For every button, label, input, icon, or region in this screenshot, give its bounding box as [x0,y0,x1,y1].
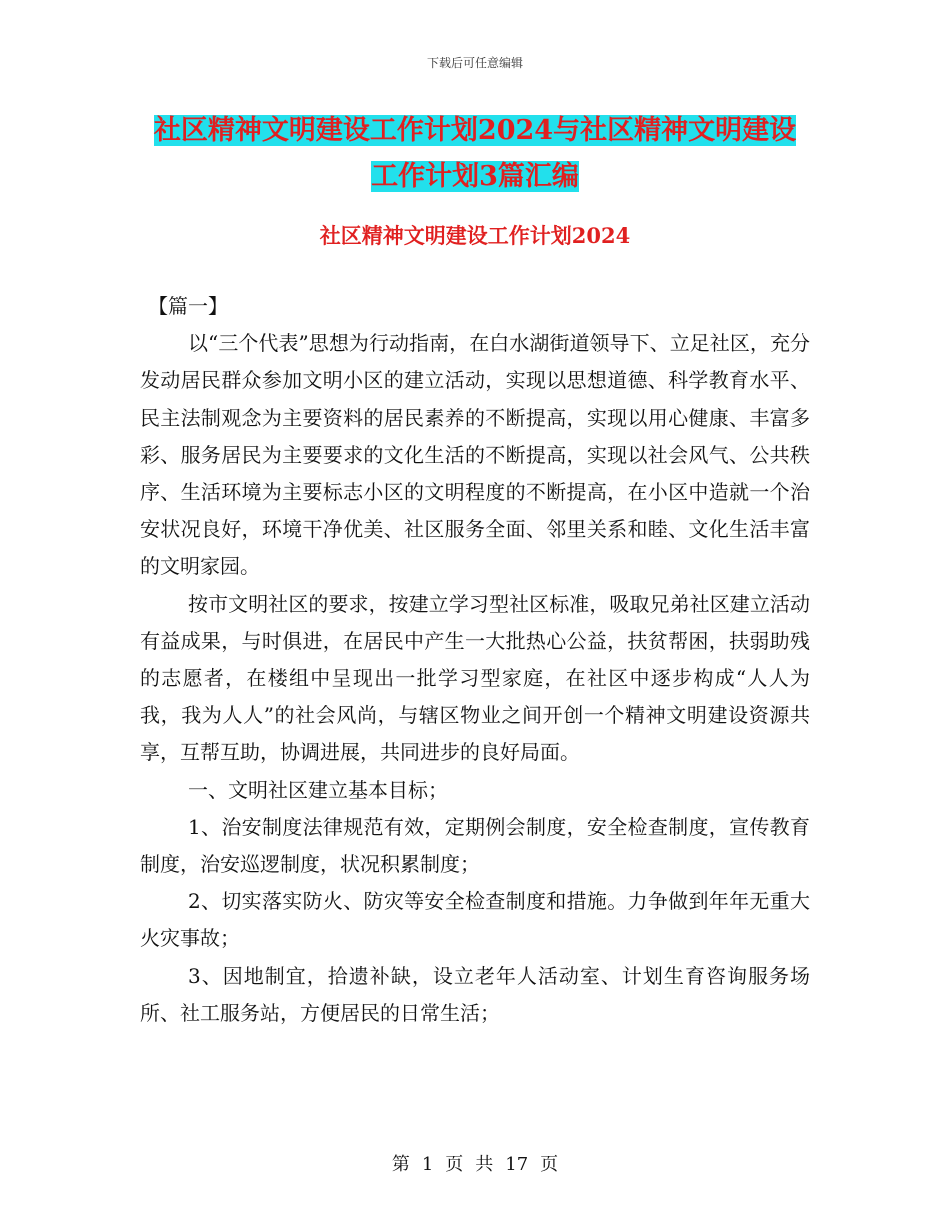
document-title-line-2: 工作计划3篇汇编 [371,161,579,192]
section-subtitle: 社区精神文明建设工作计划2024 [319,223,631,248]
footer-total-word: 共 [475,1154,494,1175]
paragraph-4: 1、治安制度法律规范有效，定期例会制度，安全检查制度，宣传教育制度，治安巡逻制度，状况积累制度； [140,814,810,877]
document-title [100,108,850,200]
paragraph-6: 3、因地制宜，拾遗补缺，设立老年人活动室、计划生育咨询服务场所、社工服务站，方便居民的日常生活； [140,963,810,1025]
paragraph-1: 以“三个代表”思想为行动指南，在白水湖街道领导下、立足社区，充分发动居民群众参加文明小区的建立活动，实现以思想道德、科学教育水平、民主法制观念为主要资料的居民素养的不断提高，实现以用心健康、丰富多彩、服务居民为主要要求的文化生活的不断提高，实现以社会风气、公共秩序、生活环境为主要标志小区的文明程度的不断提高，在小区中造就一个治安状况良好，环境干净优美、社区服务全面、邻里关系和睦、文化生活丰富的文明家园。 [140,331,810,579]
footer-current-page: 1 [421,1154,434,1175]
document-body [140,288,810,1032]
page-footer [0,1150,950,1176]
footer-prefix: 第 [391,1154,410,1175]
section-tag: 【篇一】 [148,294,228,318]
footer-suffix: 页 [540,1154,559,1175]
page-header-note: 下载后可任意编辑 [426,56,523,70]
footer-page-word: 页 [445,1154,464,1175]
paragraph-2: 按市文明社区的要求，按建立学习型社区标准，吸取兄弟社区建立活动有益成果，与时俱进，在居民中产生一大批热心公益，扶贫帮困，扶弱助残的志愿者，在楼组中呈现出一批学习型家庭，在社区中逐步构成“人人为我，我为人人”的社会风尚，与辖区物业之间开创一个精神文明建设资源共享，互帮互助，协调进展，共同进步的良好局面。 [140,591,810,765]
paragraph-5: 2、切实落实防火、防灾等安全检查制度和措施。力争做到年年无重大火灾事故； [140,889,810,951]
document-title-line-1: 社区精神文明建设工作计划2024与社区精神文明建设 [153,115,797,146]
paragraph-3: 一、文明社区建立基本目标； [188,777,448,802]
footer-total-pages: 17 [505,1154,529,1175]
